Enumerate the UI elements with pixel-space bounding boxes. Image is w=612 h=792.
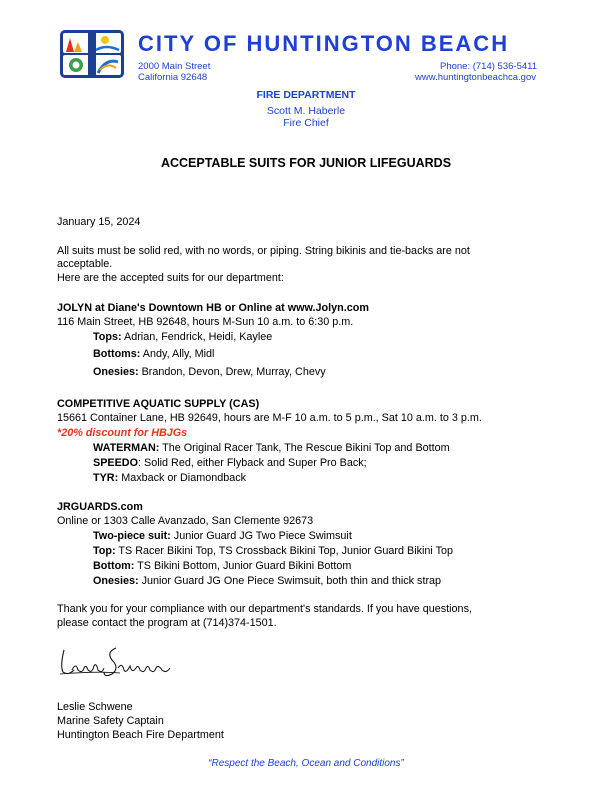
signer-title: Marine Safety Captain bbox=[57, 715, 164, 727]
cas-tyr bbox=[93, 472, 246, 485]
onesies-list: Junior Guard JG One Piece Swimsuit, both thin and thick strap bbox=[138, 575, 442, 587]
jrguards-twopiece bbox=[93, 530, 352, 543]
jolyn-tops bbox=[93, 331, 272, 344]
city-title: CITY OF HUNTINGTON BEACH bbox=[138, 31, 510, 56]
document-title: ACCEPTABLE SUITS FOR JUNIOR LIFEGUARDS bbox=[160, 156, 452, 170]
discount-note: *20% discount for HBJGs bbox=[57, 427, 188, 439]
bottoms-label: Bottoms: bbox=[93, 348, 141, 360]
jrguards-bottom bbox=[93, 560, 351, 573]
address-street: 2000 Main Street bbox=[138, 61, 211, 72]
jolyn-bottoms bbox=[93, 348, 214, 361]
tops-list: Adrian, Fendrick, Heidi, Kaylee bbox=[121, 331, 273, 343]
tops-label: Tops: bbox=[93, 331, 122, 343]
bottoms-list: Andy, Ally, Midl bbox=[140, 348, 215, 360]
cas-waterman bbox=[93, 442, 450, 455]
top-label: Top: bbox=[93, 545, 116, 557]
jolyn-heading: JOLYN at Diane's Downtown HB or Online at www.Jolyn.com bbox=[57, 302, 369, 314]
cas-speedo bbox=[93, 457, 367, 470]
onesies-label: Onesies: bbox=[93, 575, 139, 587]
jrguards-onesies bbox=[93, 575, 441, 588]
jrguards-heading: JRGUARDS.com bbox=[57, 501, 143, 513]
intro-line-3: Here are the accepted suits for our department: bbox=[57, 272, 284, 284]
signer-org: Huntington Beach Fire Department bbox=[57, 729, 224, 741]
bottom-label: Bottom: bbox=[93, 560, 135, 572]
address-city: California 92648 bbox=[138, 72, 208, 83]
tyr-label: TYR: bbox=[93, 472, 119, 484]
cas-heading: COMPETITIVE AQUATIC SUPPLY (CAS) bbox=[57, 398, 260, 410]
chief-title: Fire Chief bbox=[283, 117, 329, 129]
chief-name: Scott M. Haberle bbox=[266, 105, 346, 117]
department-name: FIRE DEPARTMENT bbox=[256, 89, 356, 101]
signer-name: Leslie Schwene bbox=[57, 701, 133, 713]
twopiece-list: Junior Guard JG Two Piece Swimsuit bbox=[170, 530, 352, 542]
bottom-list: TS Bikini Bottom, Junior Guard Bikini Bottom bbox=[134, 560, 352, 572]
speedo-label: SPEEDO bbox=[93, 457, 139, 469]
jrguards-address: Online or 1303 Calle Avanzado, San Clemente 92673 bbox=[57, 515, 314, 527]
jolyn-onesies bbox=[93, 366, 326, 379]
cas-address: 15661 Container Lane, HB 92649, hours are M-F 10 a.m. to 5 p.m., Sat 10 a.m. to 3 p.m. bbox=[57, 412, 482, 424]
waterman-label: WATERMAN: bbox=[93, 442, 160, 454]
phone-number: Phone: (714) 536-5411 bbox=[439, 61, 537, 72]
city-logo bbox=[60, 30, 124, 78]
jrguards-top bbox=[93, 545, 453, 558]
top-list: TS Racer Bikini Top, TS Crossback Bikini Top, Junior Guard Bikini Top bbox=[115, 545, 454, 557]
intro-line-2: acceptable. bbox=[57, 258, 113, 270]
letter-date: January 15, 2024 bbox=[57, 216, 141, 228]
footer-motto: “Respect the Beach, Ocean and Conditions” bbox=[208, 758, 404, 769]
closing-line-1: Thank you for your compliance with our department's standards. If you have questions, bbox=[57, 603, 472, 615]
onesies-list: Brandon, Devon, Drew, Murray, Chevy bbox=[138, 366, 326, 378]
closing-line-2: please contact the program at (714)374-1501. bbox=[57, 617, 277, 629]
jolyn-address: 116 Main Street, HB 92648, hours M-Sun 10 a.m. to 6:30 p.m. bbox=[57, 316, 354, 328]
website-link[interactable]: www.huntingtonbeachca.gov bbox=[415, 72, 536, 83]
twopiece-label: Two-piece suit: bbox=[93, 530, 171, 542]
onesies-label: Onesies: bbox=[93, 366, 139, 378]
tyr-list: Maxback or Diamondback bbox=[118, 472, 247, 484]
signature bbox=[58, 644, 176, 680]
intro-line-1: All suits must be solid red, with no words, or piping. String bikinis and tie-backs are not bbox=[57, 245, 470, 257]
speedo-list: : Solid Red, either Flyback and Super Pro Back; bbox=[138, 457, 367, 469]
waterman-list: The Original Racer Tank, The Rescue Bikini Top and Bottom bbox=[159, 442, 450, 454]
